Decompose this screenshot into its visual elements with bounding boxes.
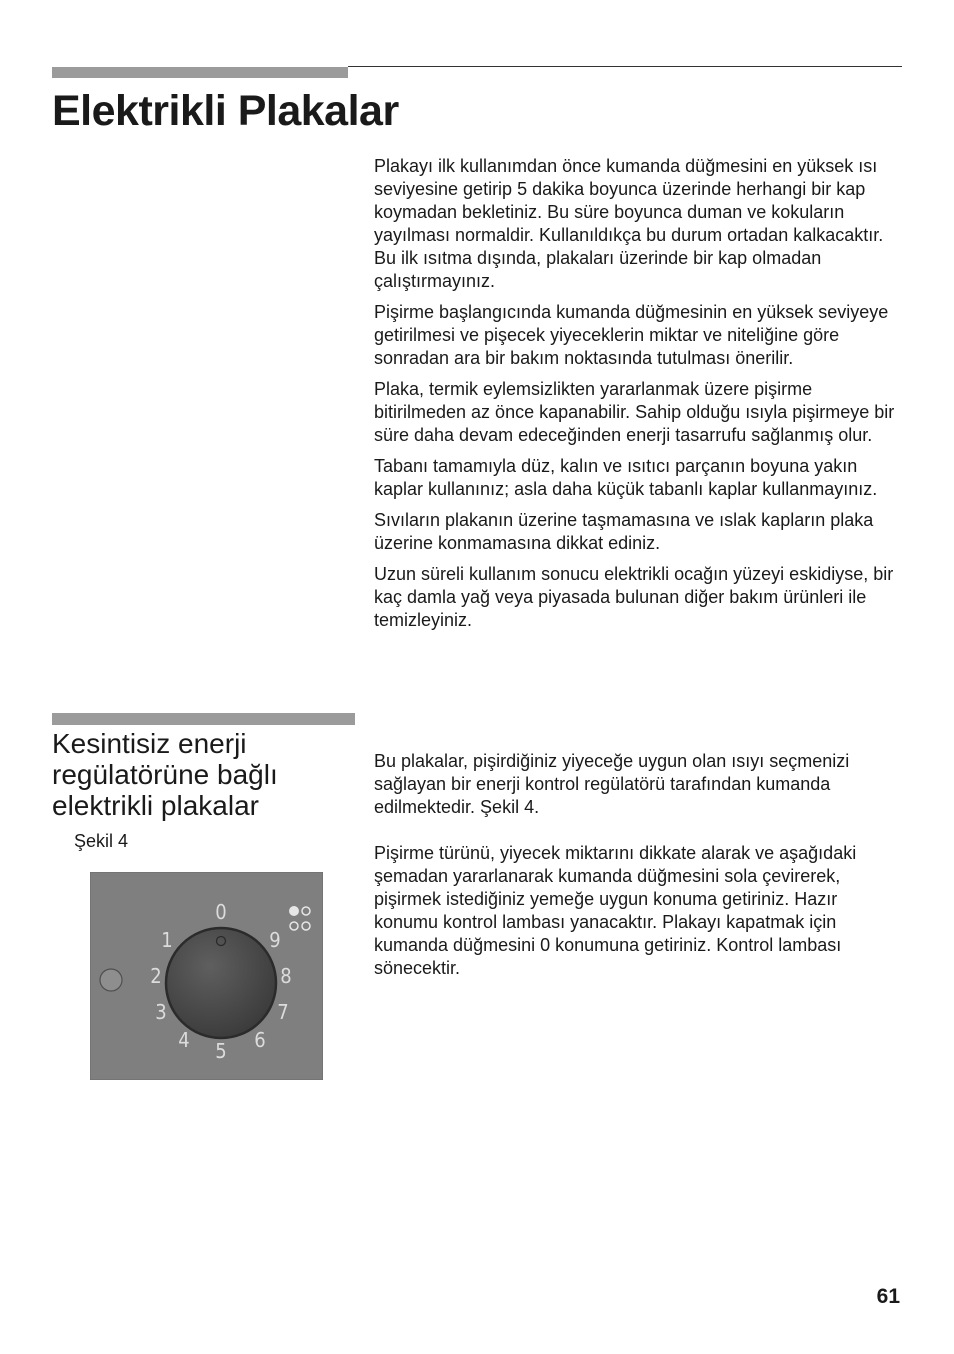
dial-label-6: 6 <box>254 1028 266 1052</box>
intro-text <box>374 155 904 640</box>
intro-paragraph: Tabanı tamamıyla düz, kalın ve ısıtıcı parçanın boyuna yakın kaplar kullanınız; asla daha küçük tabanlı kaplar kullanmayınız. <box>374 456 878 499</box>
section-text <box>374 750 904 1003</box>
intro-paragraph: Plaka, termik eylemsizlikten yararlanmak üzere pişirme bitirilmeden az önce kapanabilir. Sahip olduğu ısıyla pişirmeye bir süre daha devam edeceğinden enerji tasarrufu sağlanmış olur. <box>374 379 895 445</box>
section-paragraph: Pişirme türünü, yiyecek miktarını dikkate alarak ve aşağıdaki şemadan yararlanarak kumanda düğmesini sola çevirerek, pişirmek istediğiniz yemeğe uygun konuma getiriniz. Hazır konumu kontrol lambası yanacaktır. Plakayı kapatmak için kumanda düğmesini 0 konumuna getiriniz. Kontrol lambası sönecektir. <box>374 843 857 978</box>
title-bar-accent <box>52 67 348 78</box>
dial-label-7: 7 <box>277 1000 289 1024</box>
section-title: Kesintisiz enerji regülatörüne bağlı elektrikli plakalar <box>52 728 278 821</box>
intro-paragraph: Plakayı ilk kullanımdan önce kumanda düğmesini en yüksek ısı seviyesine getirip 5 dakika boyunca üzerinde herhangi bir kap koymadan bekletiniz. Bu süre boyunca duman ve kokuların yayılması normaldir. Kullanıldıkça bu durum ortadan kalkacaktır. Bu ilk ısıtma dışında, plakaları üzerinde bir kap olmadan çalıştırmayınız. <box>374 156 884 291</box>
intro-paragraph: Uzun süreli kullanım sonucu elektrikli ocağın yüzeyi eskidiyse, bir kaç damla yağ veya piyasada bulunan diğer bakım ürünleri ile temizleyiniz. <box>374 564 894 630</box>
intro-paragraph: Pişirme başlangıcında kumanda düğmesinin en yüksek seviyeye getirilmesi ve pişecek yiyeceklerin miktar ve niteliğine göre sonradan ara bir bakım noktasında tutulması önerilir. <box>374 302 889 368</box>
control-dial-figure <box>90 872 323 1080</box>
section-paragraph: Bu plakalar, pişirdiğiniz yiyeceğe uygun olan ısıyı seçmenizi sağlayan bir enerji kontrol regülatörü tarafından kumanda edilmektedir. Şekil 4. <box>374 751 850 817</box>
dial-label-2: 2 <box>150 964 162 988</box>
dial-label-0: 0 <box>215 900 227 924</box>
dial-label-1: 1 <box>161 928 173 952</box>
figure-caption: Şekil 4 <box>74 831 129 851</box>
title-rule <box>348 66 902 67</box>
dial-label-8: 8 <box>280 964 292 988</box>
section-bar-accent <box>52 713 355 725</box>
intro-paragraph: Sıvıların plakanın üzerine taşmamasına ve ıslak kapların plaka üzerine konmamasına dikkat ediniz. <box>374 510 874 553</box>
dial-label-3: 3 <box>155 1000 167 1024</box>
dial-label-9: 9 <box>269 928 281 952</box>
dial-label-5: 5 <box>215 1039 227 1063</box>
dial-label-4: 4 <box>178 1028 190 1052</box>
page-number: 61 <box>876 1285 900 1308</box>
indicator-lamp <box>100 969 122 991</box>
knob-icon[interactable] <box>166 928 276 1038</box>
page-title: Elektrikli Plakalar <box>52 87 399 135</box>
